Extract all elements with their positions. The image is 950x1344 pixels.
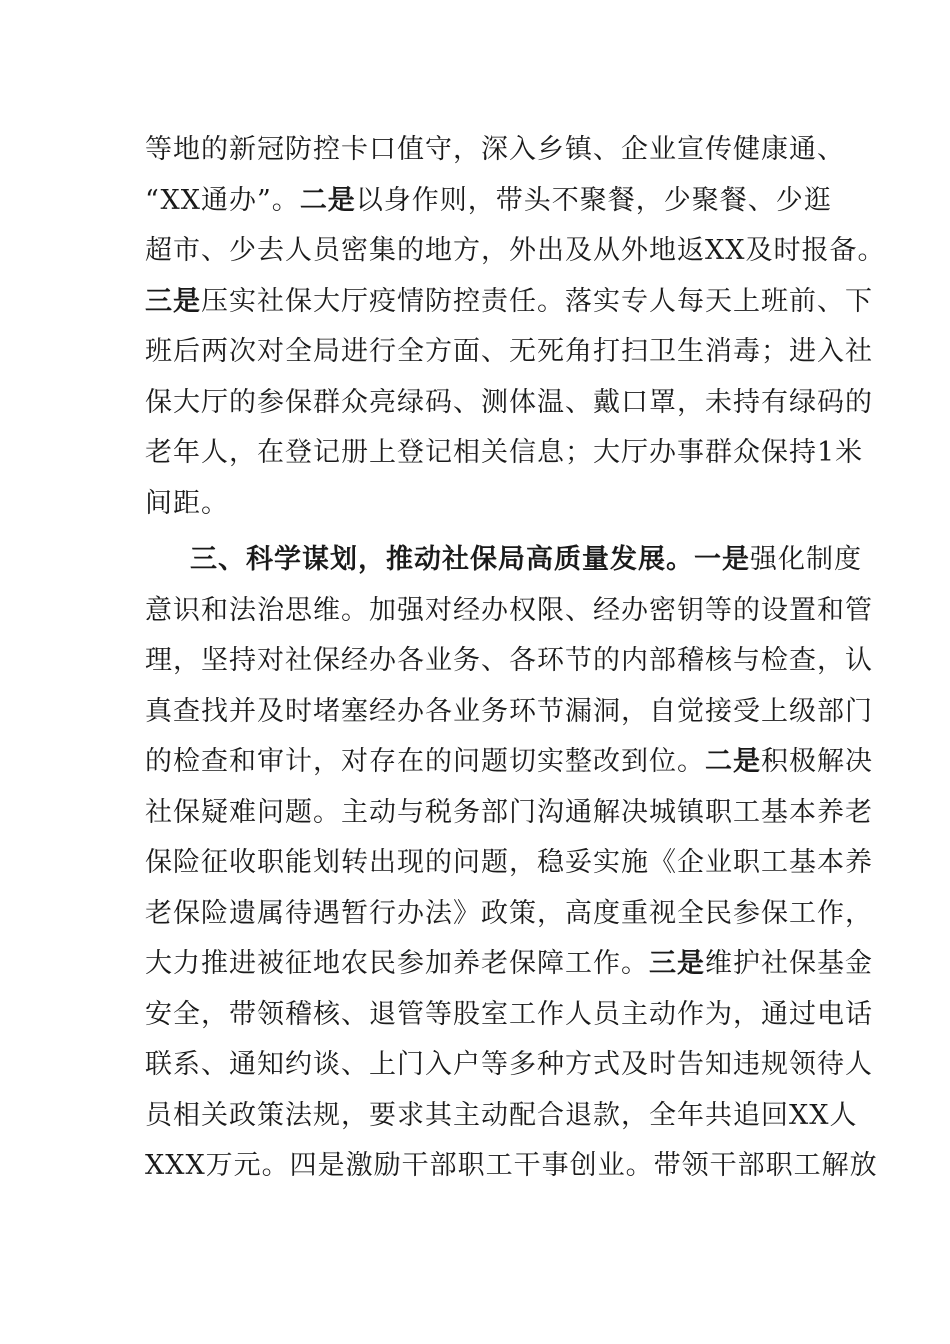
text-line [145, 378, 873, 429]
text-run: 的检查和审计，对存在的问题切实整改到位。 [145, 746, 705, 777]
paragraph-2 [145, 535, 878, 1192]
text-line [145, 176, 832, 227]
bold-text-run: 三是 [649, 948, 705, 979]
bold-text-run: 三、科学谋划，推动社保局高质量发展。 [190, 544, 694, 575]
bold-text-run: 一是 [694, 544, 750, 575]
text-line [145, 1040, 873, 1091]
text-line [145, 125, 845, 176]
text-line [145, 428, 864, 479]
text-line [145, 838, 873, 889]
text-run: 老年人，在登记册上登记相关信息；大厅办事群众保持1米 [145, 437, 864, 468]
text-line [145, 277, 873, 328]
text-run: 保大厅的参保群众亮绿码、测体温、戴口罩，未持有绿码的 [145, 386, 873, 418]
text-run: 压实社保大厅疫情防控责任。落实专人每天上班前、下 [201, 285, 873, 317]
text-run: XXX万元。四是激励干部职工干事创业。带领干部职工解放 [145, 1150, 878, 1181]
text-run: 真查找并及时堵塞经办各业务环节漏洞，自觉接受上级部门 [145, 695, 873, 727]
text-run: 安全，带领稽核、退管等股室工作人员主动作为，通过电话 [145, 998, 873, 1030]
text-line [145, 1091, 858, 1142]
text-line [145, 636, 873, 687]
text-line [145, 889, 873, 940]
text-line [145, 586, 873, 637]
text-line [145, 226, 886, 277]
text-run: 理，坚持对社保经办各业务、各环节的内部稽核与检查，认 [145, 645, 873, 676]
text-run: 老保险遗属待遇暂行办法》政策，高度重视全民参保工作， [145, 897, 873, 929]
text-run: 积极解决 [761, 746, 873, 777]
text-line [145, 1141, 878, 1192]
text-line [145, 327, 873, 378]
text-run: 维护社保基金 [705, 948, 873, 979]
text-run: 等地的新冠防控卡口值守，深入乡镇、企业宣传健康通、 [145, 134, 845, 165]
text-run: 间距。 [145, 487, 229, 519]
text-line [145, 939, 873, 990]
text-run: 意识和法治思维。加强对经办权限、经办密钥等的设置和管 [145, 594, 873, 626]
text-run: 社保疑难问题。主动与税务部门沟通解决城镇职工基本养老 [145, 796, 873, 828]
text-run: 保险征收职能划转出现的问题，稳妥实施《企业职工基本养 [145, 847, 873, 878]
text-line [145, 788, 873, 839]
text-run: 超市、少去人员密集的地方，外出及从外地返XX及时报备。 [145, 235, 886, 266]
text-run: 员相关政策法规，要求其主动配合退款，全年共追回XX人 [145, 1099, 858, 1131]
bold-text-run: 二是 [299, 184, 356, 216]
text-run: 班后两次对全局进行全方面、无死角打扫卫生消毒；进入社 [145, 336, 873, 367]
bold-text-run: 二是 [705, 746, 761, 777]
text-run: 以身作则，带头不聚餐，少聚餐、少逛 [355, 184, 832, 216]
text-line [145, 687, 873, 738]
paragraph-1 [145, 125, 886, 529]
text-run: 强化制度 [750, 544, 862, 575]
text-line [145, 737, 873, 788]
text-line [145, 479, 810, 530]
text-line [145, 990, 873, 1041]
bold-text-run: 三是 [145, 285, 201, 317]
text-run: 大力推进被征地农民参加养老保障工作。 [145, 948, 649, 979]
text-line [145, 535, 862, 586]
text-run: 联系、通知约谈、上门入户等多种方式及时告知违规领待人 [145, 1049, 873, 1080]
text-run: “XX通办”。 [145, 184, 300, 216]
